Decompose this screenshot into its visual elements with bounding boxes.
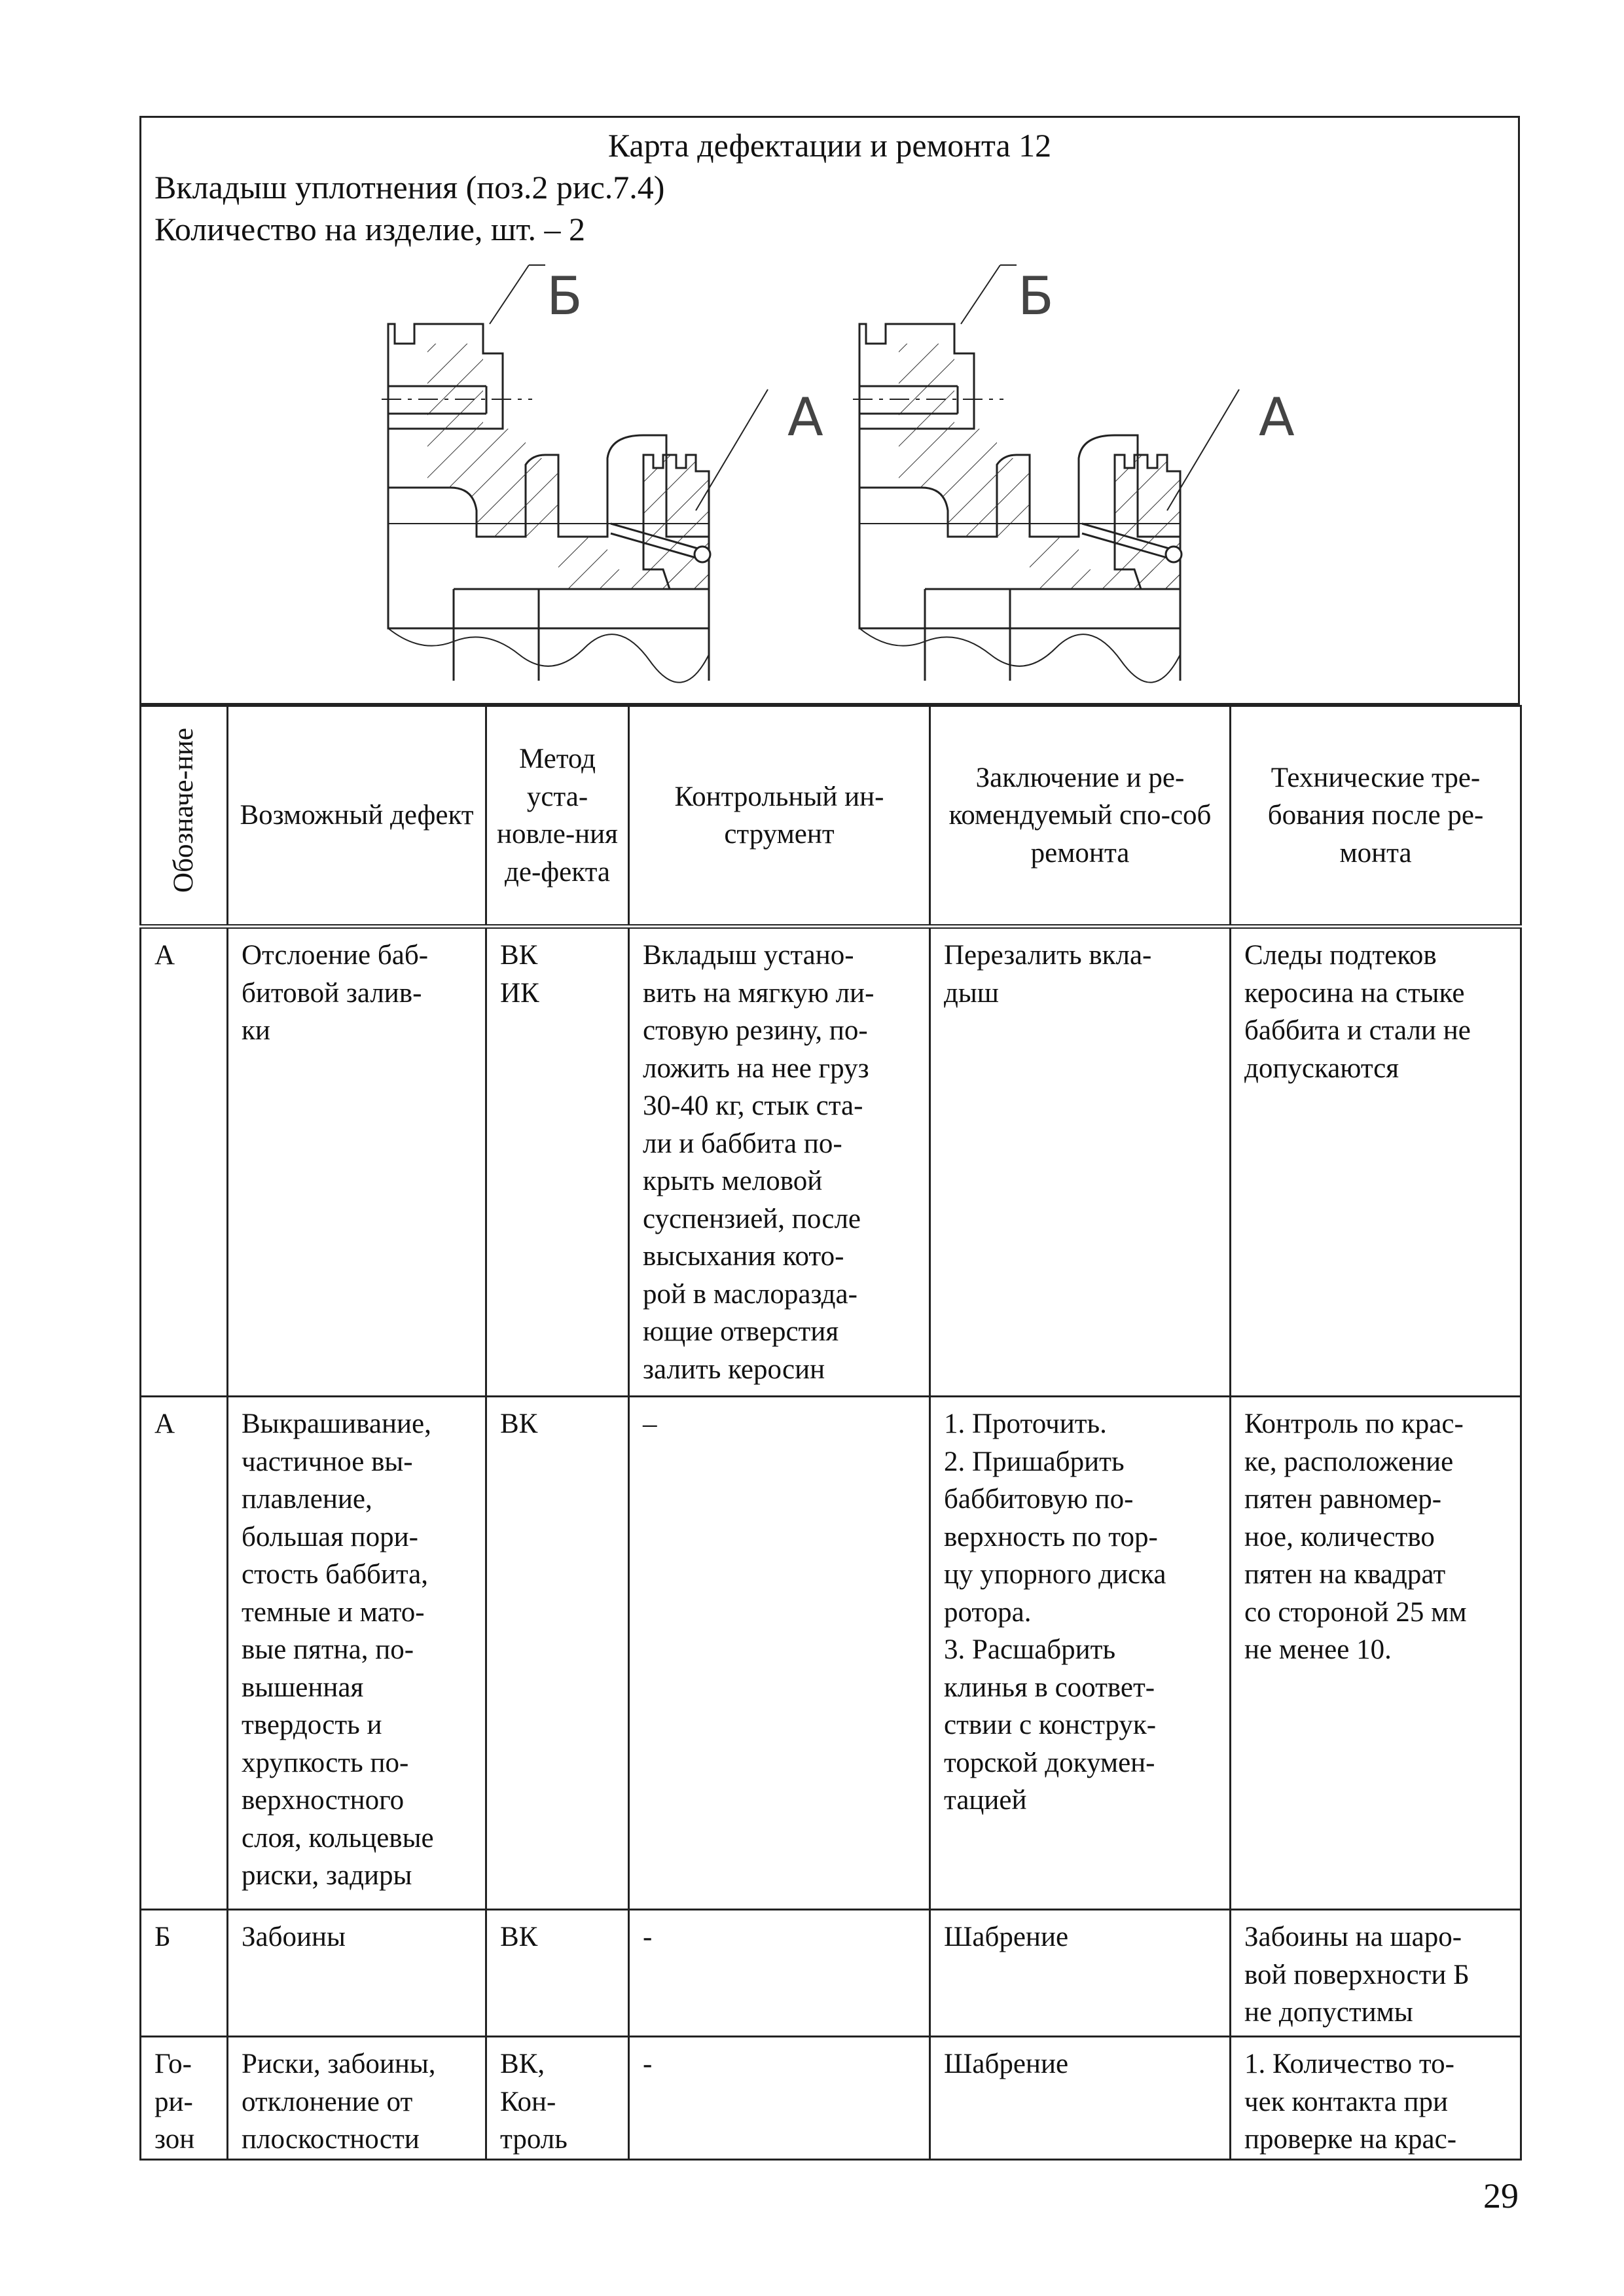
cell-line: вить на мягкую ли- — [643, 977, 875, 1009]
cell-line: ке, расположение — [1244, 1446, 1454, 1477]
cell-requirements — [1231, 1910, 1521, 2037]
cell-requirements — [1231, 927, 1521, 1397]
defects-table — [139, 705, 1522, 2161]
cell-line: не допустимы — [1244, 1997, 1413, 2028]
table-row — [141, 1910, 1521, 2037]
cell-requirements — [1231, 2037, 1521, 2160]
cell-designation — [141, 2037, 228, 2160]
col-header-conclusion: Заключение и ре-комендуемый спо-соб ремонта — [930, 706, 1231, 927]
cell-method — [486, 2037, 629, 2160]
cell-line: вые пятна, по- — [242, 1634, 414, 1665]
table-body — [141, 927, 1521, 2160]
cell-line: Перезалить вкла- — [944, 940, 1152, 971]
cell-line: - — [643, 1922, 653, 1952]
cell-line: А — [154, 940, 175, 971]
cell-tool — [629, 927, 930, 1397]
cell-line: Отслоение баб- — [242, 940, 429, 971]
cell-line: плоскостности — [242, 2124, 420, 2155]
cell-line: цу упорного диска — [944, 1559, 1166, 1590]
cell-line: ротора. — [944, 1596, 1032, 1628]
cell-method — [486, 1910, 629, 2037]
cell-line: крыть меловой — [643, 1166, 823, 1196]
cell-line: верхностного — [242, 1785, 405, 1816]
cell-line: хрупкость по- — [242, 1747, 409, 1778]
cell-defect — [228, 2037, 486, 2160]
cell-line: пятен равномер- — [1244, 1484, 1442, 1515]
col-header-tool: Контрольный ин-струмент — [629, 706, 930, 927]
cell-line: ИК — [500, 977, 539, 1009]
cell-conclusion — [930, 2037, 1231, 2160]
cell-method — [486, 927, 629, 1397]
page-number: 29 — [1483, 2176, 1519, 2215]
technical-drawing — [139, 262, 1520, 700]
cell-line: ВК, — [500, 2049, 545, 2079]
cell-line: тацией — [944, 1785, 1027, 1816]
cell-designation — [141, 1910, 228, 2037]
label-b-right: Б — [1018, 266, 1054, 327]
cell-line: Кон- — [500, 2086, 556, 2117]
cell-tool — [629, 1910, 930, 2037]
cell-line: битовой залив- — [242, 977, 422, 1009]
table-row — [141, 1397, 1521, 1910]
cell-line: 30-40 кг, стык ста- — [643, 1090, 863, 1121]
cell-tool — [629, 2037, 930, 2160]
cell-line: Выкрашивание, — [242, 1408, 431, 1439]
cell-line: 1. Количество то- — [1244, 2049, 1454, 2079]
cell-line: Забоины на шаро- — [1244, 1922, 1462, 1952]
cell-line: – — [643, 1408, 657, 1439]
col-header-defect: Возможный дефект — [228, 706, 486, 927]
cell-line: твердость и — [242, 1710, 382, 1740]
quantity-line: Количество на изделие, шт. – 2 — [154, 211, 585, 247]
cell-line: - — [643, 2049, 653, 2079]
cell-line: вышенная — [242, 1672, 364, 1703]
cell-defect — [228, 927, 486, 1397]
label-a-left: А — [787, 387, 823, 448]
cell-line: ри- — [154, 2086, 193, 2117]
cell-line: Риски, забоины, — [242, 2049, 436, 2079]
cell-line: вой поверхности Б — [1244, 1959, 1470, 1990]
cell-line: баббитовую по- — [944, 1484, 1134, 1515]
cell-line: суспензией, после — [643, 1203, 861, 1234]
cell-line: допускаются — [1244, 1052, 1399, 1084]
cell-line: верхность по тор- — [944, 1521, 1158, 1552]
cell-line: чек контакта при — [1244, 2086, 1448, 2117]
table-row — [141, 927, 1521, 1397]
cell-conclusion — [930, 1397, 1231, 1910]
cell-line: Следы подтеков — [1244, 940, 1437, 971]
cell-line: 2. Пришабрить — [944, 1446, 1125, 1477]
cell-line: 3. Расшабрить — [944, 1634, 1116, 1665]
cell-line: отклонение от — [242, 2086, 413, 2117]
col-header-method: Метод уста-новле-ния де-фекта — [486, 706, 629, 927]
cell-line: ствии с конструк- — [944, 1710, 1157, 1740]
cell-line: проверке на крас- — [1244, 2124, 1457, 2155]
cell-line: Го- — [154, 2049, 192, 2079]
cell-line: баббита и стали не — [1244, 1015, 1471, 1046]
cell-line: 1. Проточить. — [944, 1408, 1107, 1439]
table-row — [141, 2037, 1521, 2160]
cell-line: ли и баббита по- — [643, 1128, 842, 1159]
cell-line: плавление, — [242, 1484, 372, 1515]
cell-tool — [629, 1397, 930, 1910]
cell-line: ки — [242, 1015, 270, 1046]
cell-line: стость баббита, — [242, 1559, 429, 1590]
cell-line: стовую резину, по- — [643, 1015, 868, 1046]
cell-line: керосина на стыке — [1244, 977, 1465, 1009]
cell-line: ВК — [500, 1408, 538, 1439]
cell-line: ное, количество — [1244, 1521, 1435, 1552]
cell-defect — [228, 1397, 486, 1910]
cell-line: темные и мато- — [242, 1596, 425, 1628]
cell-line: частичное вы- — [242, 1446, 413, 1477]
cell-method — [486, 1397, 629, 1910]
cell-line: клинья в соответ- — [944, 1672, 1155, 1703]
cell-requirements — [1231, 1397, 1521, 1910]
cell-line: пятен на квадрат — [1244, 1559, 1446, 1590]
cell-line: высыхания кото- — [643, 1241, 844, 1272]
cell-line: ющие отверстия — [643, 1316, 839, 1347]
label-b-left: Б — [547, 266, 583, 327]
part-name: Вкладыш уплотнения (поз.2 рис.7.4) — [154, 169, 665, 206]
cell-line: залить керосин — [643, 1354, 825, 1385]
cell-line: Контроль по крас- — [1244, 1408, 1464, 1439]
label-a-right: А — [1259, 387, 1295, 448]
cell-conclusion — [930, 1910, 1231, 2037]
cell-conclusion — [930, 927, 1231, 1397]
cell-line: ложить на нее груз — [643, 1052, 869, 1084]
cell-line: Вкладыш устано- — [643, 940, 854, 971]
cell-line: дыш — [944, 977, 999, 1009]
cell-line: зон — [154, 2124, 195, 2155]
col-header-requirements: Технические тре-бования после ре-монта — [1231, 706, 1521, 927]
cell-line: троль — [500, 2124, 568, 2155]
cell-designation — [141, 927, 228, 1397]
cell-line: Б — [154, 1922, 171, 1952]
cell-line: торской докумен- — [944, 1747, 1155, 1778]
cell-line: Шабрение — [944, 1922, 1069, 1952]
cell-line: со стороной 25 мм — [1244, 1596, 1467, 1628]
card-title: Карта дефектации и ремонта 12 — [607, 127, 1052, 164]
cell-line: рой в маслоразда- — [643, 1278, 857, 1310]
cell-line: ВК — [500, 1922, 538, 1952]
col-header-designation: Обозначе-ние — [141, 706, 228, 927]
cell-line: А — [154, 1408, 175, 1439]
cell-line: Забоины — [242, 1922, 346, 1952]
cell-designation — [141, 1397, 228, 1910]
cell-defect — [228, 1910, 486, 2037]
cell-line: слоя, кольцевые — [242, 1822, 434, 1854]
cell-line: риски, задиры — [242, 1860, 412, 1891]
cell-line: ВК — [500, 940, 538, 971]
cell-line: не менее 10. — [1244, 1634, 1392, 1665]
cell-line: большая пори- — [242, 1521, 418, 1552]
cell-line: Шабрение — [944, 2049, 1069, 2079]
table-header-row — [141, 706, 1521, 927]
